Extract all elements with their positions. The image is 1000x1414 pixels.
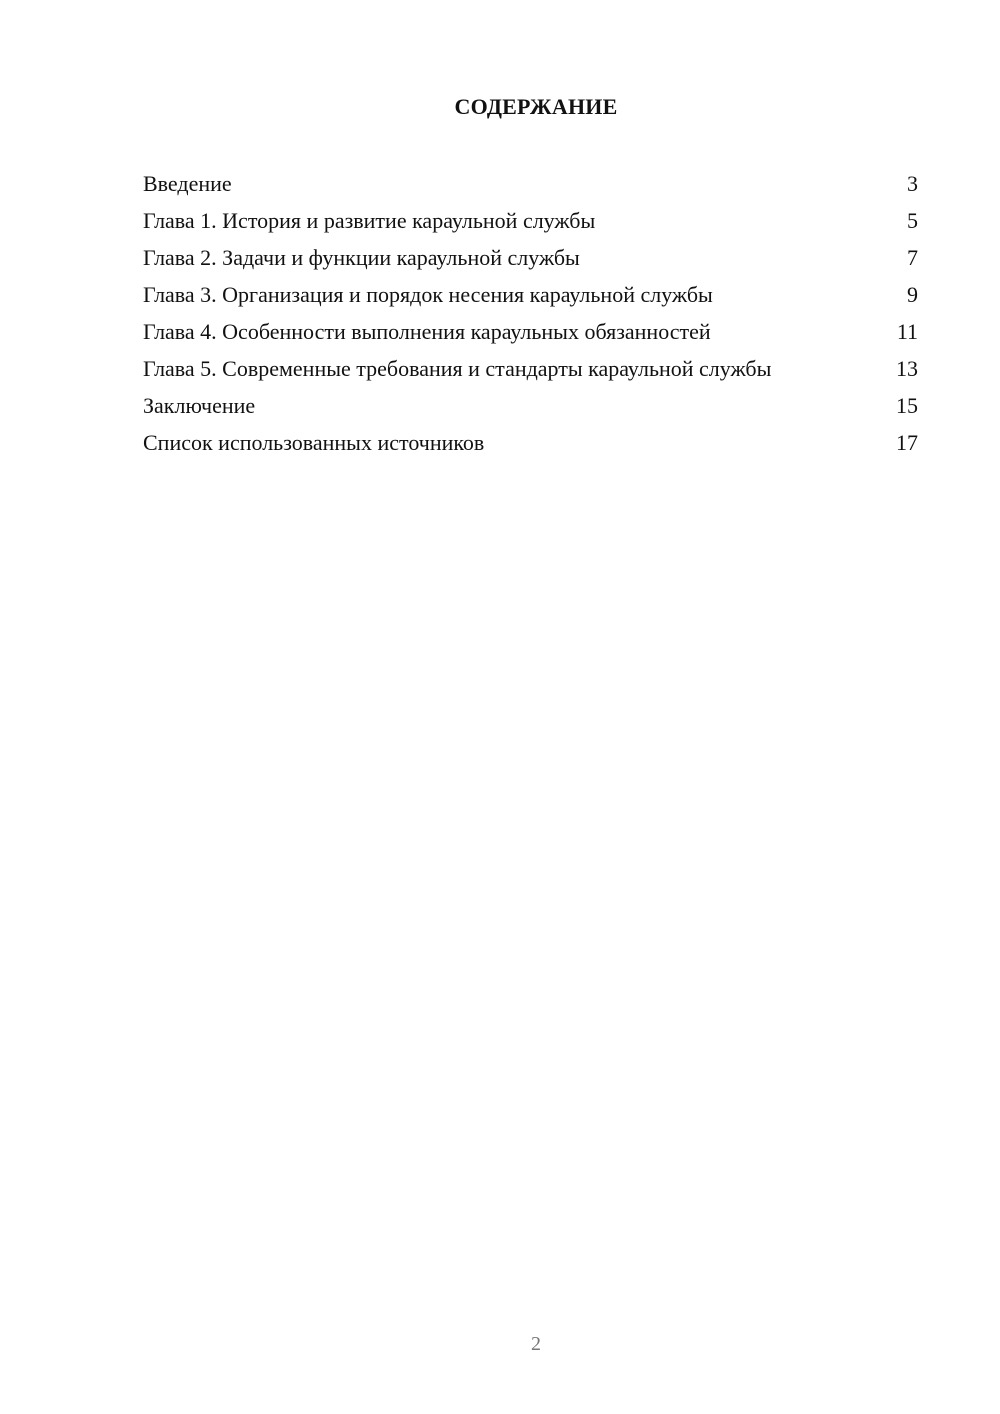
toc-entry-label: Глава 3. Организация и порядок несения караульной службы [143,282,713,307]
toc-entry-page: 17 [896,430,918,455]
page-number: 2 [531,1333,541,1355]
toc-entry-label: Глава 4. Особенности выполнения караульных обязанностей [143,319,711,344]
table-of-contents [143,170,918,466]
toc-entry [143,207,918,234]
toc-entry [143,318,918,345]
toc-entry [143,429,918,456]
toc-entry [143,244,918,271]
toc-entry-page: 15 [896,393,918,418]
toc-entry-page: 9 [907,282,918,307]
toc-entry-label: Глава 2. Задачи и функции караульной службы [143,245,580,270]
toc-entry-page: 5 [907,208,918,233]
toc-entry-label: Введение [143,171,232,196]
toc-entry [143,281,918,308]
toc-entry [143,355,918,382]
toc-entry-page: 11 [896,319,918,344]
toc-entry [143,392,918,419]
toc-entry-label: Заключение [143,393,256,418]
toc-entry-page: 7 [907,245,918,270]
toc-entry-page: 13 [896,356,918,381]
toc-entry-label: Список использованных источников [143,430,485,455]
toc-entry-page: 3 [907,171,918,196]
toc-entry [143,170,918,197]
toc-entry-label: Глава 1. История и развитие караульной службы [143,208,596,233]
page-title: СОДЕРЖАНИЕ [454,94,618,119]
toc-entry-label: Глава 5. Современные требования и стандарты караульной службы [143,356,772,381]
